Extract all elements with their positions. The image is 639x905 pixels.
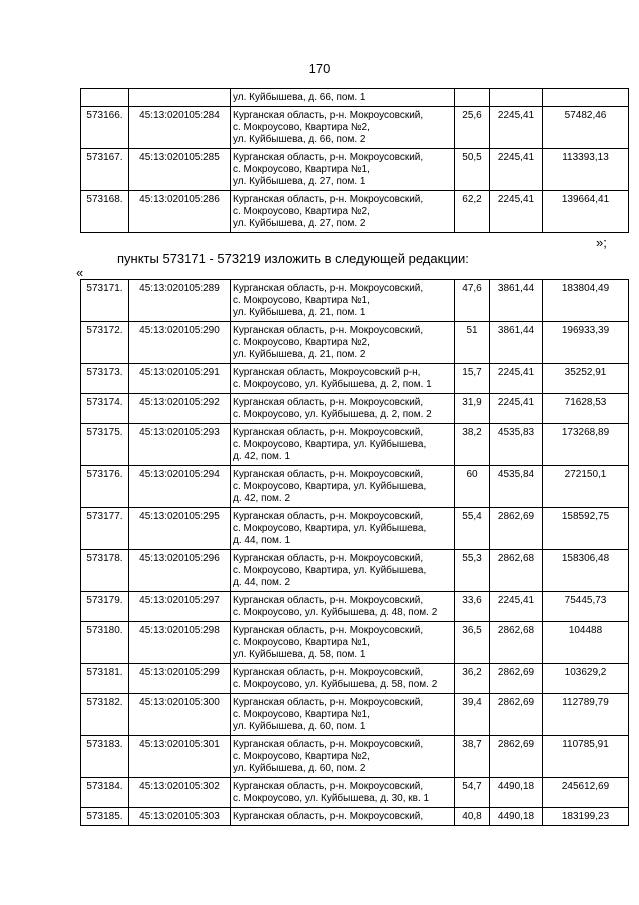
address-line: ул. Куйбышева, д. 66, пом. 2 [233, 134, 366, 145]
address-line: Курганская область, р-н. Мокроусовский, [233, 553, 424, 564]
address-cell [231, 149, 455, 191]
item-number-cell: 573178. [81, 550, 129, 592]
item-number-cell: 573166. [81, 107, 129, 149]
item-number-cell: 573167. [81, 149, 129, 191]
unit-price-cell: 3861,44 [490, 280, 543, 322]
table-row [81, 508, 629, 550]
address-cell [231, 466, 455, 508]
cadastral-number-cell: 45:13:020105:284 [129, 107, 231, 149]
address-line: Курганская область, р-н. Мокроусовский, [233, 110, 424, 121]
table-row [81, 592, 629, 622]
address-cell [231, 394, 455, 424]
unit-price-cell: 2862,69 [490, 694, 543, 736]
item-number-cell: 573185. [81, 808, 129, 826]
address-line: ул. Куйбышева, д. 21, пом. 1 [233, 307, 366, 318]
address-line: с. Мокроусово, Квартира, ул. Куйбышева, [233, 439, 427, 450]
area-cell: 33,6 [455, 592, 490, 622]
unit-price-cell: 4535,84 [490, 466, 543, 508]
area-cell: 39,4 [455, 694, 490, 736]
amendment-instruction: пункты 573171 - 573219 изложить в следующей редакции: [117, 251, 469, 266]
address-line: с. Мокроусово, Квартира №2, [233, 751, 370, 762]
address-line: Курганская область, р-н. Мокроусовский, [233, 397, 424, 408]
area-cell: 31,9 [455, 394, 490, 424]
total-value-cell [543, 89, 629, 107]
address-line: с. Мокроусово, Квартира, ул. Куйбышева, [233, 523, 427, 534]
address-line: д. 42, пом. 1 [233, 451, 291, 462]
cadastral-number-cell: 45:13:020105:286 [129, 191, 231, 233]
item-number-cell: 573184. [81, 778, 129, 808]
total-value-cell: 57482,46 [543, 107, 629, 149]
address-line: ул. Куйбышева, д. 27, пом. 1 [233, 176, 366, 187]
area-cell: 51 [455, 322, 490, 364]
area-cell [455, 89, 490, 107]
cadastral-number-cell: 45:13:020105:301 [129, 736, 231, 778]
area-cell: 55,3 [455, 550, 490, 592]
address-line: ул. Куйбышева, д. 58, пом. 1 [233, 649, 366, 660]
address-cell [231, 694, 455, 736]
address-line: Курганская область, р-н. Мокроусовский, [233, 511, 424, 522]
cadastral-number-cell: 45:13:020105:290 [129, 322, 231, 364]
table-row [81, 808, 629, 826]
address-cell [231, 191, 455, 233]
table-row [81, 280, 629, 322]
unit-price-cell: 2862,69 [490, 664, 543, 694]
table-row [81, 149, 629, 191]
cadastral-number-cell: 45:13:020105:296 [129, 550, 231, 592]
total-value-cell: 71628,53 [543, 394, 629, 424]
cadastral-number-cell: 45:13:020105:294 [129, 466, 231, 508]
total-value-cell: 35252,91 [543, 364, 629, 394]
address-line: с. Мокроусово, ул. Куйбышева, д. 48, пом. 2 [233, 607, 438, 618]
item-number-cell: 573177. [81, 508, 129, 550]
address-line: ул. Куйбышева, д. 66, пом. 1 [233, 92, 366, 103]
area-cell: 50,5 [455, 149, 490, 191]
address-line: д. 44, пом. 2 [233, 577, 291, 588]
total-value-cell: 103629,2 [543, 664, 629, 694]
table-row [81, 664, 629, 694]
address-cell [231, 550, 455, 592]
address-line: с. Мокроусово, Квартира, ул. Куйбышева, [233, 481, 427, 492]
table-row [81, 394, 629, 424]
unit-price-cell: 4490,18 [490, 778, 543, 808]
area-cell: 55,4 [455, 508, 490, 550]
address-line: Курганская область, р-н. Мокроусовский, [233, 152, 424, 163]
address-cell [231, 280, 455, 322]
unit-price-cell: 4490,18 [490, 808, 543, 826]
table-row [81, 191, 629, 233]
address-line: с. Мокроусово, Квартира №1, [233, 637, 370, 648]
address-cell [231, 736, 455, 778]
address-line: с. Мокроусово, Квартира №1, [233, 709, 370, 720]
address-cell [231, 322, 455, 364]
table-row [81, 89, 629, 107]
total-value-cell: 139664,41 [543, 191, 629, 233]
address-line: с. Мокроусово, Квартира №1, [233, 295, 370, 306]
opening-quote-mark: « [76, 265, 84, 280]
table-row [81, 778, 629, 808]
unit-price-cell: 2245,41 [490, 394, 543, 424]
address-line: Курганская область, р-н. Мокроусовский, [233, 811, 424, 822]
address-cell [231, 592, 455, 622]
cadastral-number-cell: 45:13:020105:303 [129, 808, 231, 826]
total-value-cell: 104488 [543, 622, 629, 664]
cadastral-number-cell: 45:13:020105:300 [129, 694, 231, 736]
address-cell [231, 622, 455, 664]
unit-price-cell: 4535,83 [490, 424, 543, 466]
table-row [81, 107, 629, 149]
address-line: Курганская область, р-н. Мокроусовский, [233, 595, 424, 606]
total-value-cell: 158306,48 [543, 550, 629, 592]
area-cell: 25,6 [455, 107, 490, 149]
total-value-cell: 158592,75 [543, 508, 629, 550]
address-cell [231, 364, 455, 394]
address-line: Курганская область, р-н. Мокроусовский, [233, 697, 424, 708]
cadastral-number-cell: 45:13:020105:292 [129, 394, 231, 424]
address-line: Курганская область, р-н. Мокроусовский, [233, 427, 424, 438]
address-line: с. Мокроусово, ул. Куйбышева, д. 58, пом. 2 [233, 679, 438, 690]
address-line: ул. Куйбышева, д. 60, пом. 2 [233, 763, 366, 774]
area-cell: 54,7 [455, 778, 490, 808]
page-number: 170 [308, 61, 331, 76]
item-number-cell: 573176. [81, 466, 129, 508]
property-table-top [80, 88, 629, 233]
table-row [81, 322, 629, 364]
unit-price-cell: 2862,69 [490, 508, 543, 550]
cadastral-number-cell: 45:13:020105:293 [129, 424, 231, 466]
address-line: с. Мокроусово, ул. Куйбышева, д. 2, пом. 2 [233, 409, 432, 420]
area-cell: 36,5 [455, 622, 490, 664]
cadastral-number-cell: 45:13:020105:298 [129, 622, 231, 664]
cadastral-number-cell: 45:13:020105:297 [129, 592, 231, 622]
address-line: Курганская область, р-н. Мокроусовский, [233, 667, 424, 678]
table-row [81, 550, 629, 592]
item-number-cell: 573168. [81, 191, 129, 233]
address-line: с. Мокроусово, Квартира №2, [233, 206, 370, 217]
address-line: Курганская область, р-н. Мокроусовский, [233, 469, 424, 480]
address-line: с. Мокроусово, Квартира, ул. Куйбышева, [233, 565, 427, 576]
address-cell [231, 808, 455, 826]
address-line: Курганская область, Мокроусовский р-н, [233, 367, 421, 378]
unit-price-cell: 3861,44 [490, 322, 543, 364]
address-line: Курганская область, р-н. Мокроусовский, [233, 625, 424, 636]
cadastral-number-cell: 45:13:020105:289 [129, 280, 231, 322]
address-line: ул. Куйбышева, д. 27, пом. 2 [233, 218, 366, 229]
item-number-cell: 573180. [81, 622, 129, 664]
area-cell: 15,7 [455, 364, 490, 394]
total-value-cell: 173268,89 [543, 424, 629, 466]
address-cell [231, 89, 455, 107]
unit-price-cell [490, 89, 543, 107]
address-line: Курганская область, р-н. Мокроусовский, [233, 283, 424, 294]
total-value-cell: 245612,69 [543, 778, 629, 808]
total-value-cell: 75445,73 [543, 592, 629, 622]
address-line: с. Мокроусово, Квартира №1, [233, 164, 370, 175]
total-value-cell: 183199,23 [543, 808, 629, 826]
item-number-cell: 573179. [81, 592, 129, 622]
total-value-cell: 196933,39 [543, 322, 629, 364]
unit-price-cell: 2245,41 [490, 191, 543, 233]
unit-price-cell: 2245,41 [490, 107, 543, 149]
address-cell [231, 508, 455, 550]
unit-price-cell: 2245,41 [490, 149, 543, 191]
address-line: с. Мокроусово, Квартира №2, [233, 122, 370, 133]
property-table-amended [80, 279, 629, 826]
table-row [81, 622, 629, 664]
unit-price-cell: 2862,68 [490, 550, 543, 592]
address-line: Курганская область, р-н. Мокроусовский, [233, 194, 424, 205]
cadastral-number-cell: 45:13:020105:291 [129, 364, 231, 394]
area-cell: 47,6 [455, 280, 490, 322]
item-number-cell: 573181. [81, 664, 129, 694]
item-number-cell: 573175. [81, 424, 129, 466]
address-line: Курганская область, р-н. Мокроусовский, [233, 781, 424, 792]
table-row [81, 466, 629, 508]
total-value-cell: 110785,91 [543, 736, 629, 778]
address-line: с. Мокроусово, ул. Куйбышева, д. 30, кв. 1 [233, 793, 430, 804]
address-line: с. Мокроусово, Квартира №2, [233, 337, 370, 348]
area-cell: 38,7 [455, 736, 490, 778]
cadastral-number-cell: 45:13:020105:302 [129, 778, 231, 808]
table-row [81, 736, 629, 778]
item-number-cell: 573172. [81, 322, 129, 364]
item-number-cell [81, 89, 129, 107]
cadastral-number-cell [129, 89, 231, 107]
table-row [81, 694, 629, 736]
cadastral-number-cell: 45:13:020105:285 [129, 149, 231, 191]
unit-price-cell: 2245,41 [490, 592, 543, 622]
area-cell: 38,2 [455, 424, 490, 466]
address-line: с. Мокроусово, ул. Куйбышева, д. 2, пом. 1 [233, 379, 432, 390]
address-line: ул. Куйбышева, д. 60, пом. 1 [233, 721, 366, 732]
item-number-cell: 573173. [81, 364, 129, 394]
closing-quote-mark: »; [596, 235, 607, 250]
unit-price-cell: 2245,41 [490, 364, 543, 394]
table-row [81, 424, 629, 466]
total-value-cell: 113393,13 [543, 149, 629, 191]
area-cell: 36,2 [455, 664, 490, 694]
unit-price-cell: 2862,69 [490, 736, 543, 778]
table-row [81, 364, 629, 394]
item-number-cell: 573171. [81, 280, 129, 322]
cadastral-number-cell: 45:13:020105:295 [129, 508, 231, 550]
address-line: Курганская область, р-н. Мокроусовский, [233, 739, 424, 750]
item-number-cell: 573183. [81, 736, 129, 778]
address-line: ул. Куйбышева, д. 21, пом. 2 [233, 349, 366, 360]
item-number-cell: 573174. [81, 394, 129, 424]
total-value-cell: 112789,79 [543, 694, 629, 736]
unit-price-cell: 2862,68 [490, 622, 543, 664]
area-cell: 40,8 [455, 808, 490, 826]
total-value-cell: 272150,1 [543, 466, 629, 508]
cadastral-number-cell: 45:13:020105:299 [129, 664, 231, 694]
address-cell [231, 107, 455, 149]
total-value-cell: 183804,49 [543, 280, 629, 322]
address-cell [231, 664, 455, 694]
address-line: д. 42, пом. 2 [233, 493, 291, 504]
address-line: д. 44, пом. 1 [233, 535, 291, 546]
area-cell: 62,2 [455, 191, 490, 233]
address-cell [231, 424, 455, 466]
area-cell: 60 [455, 466, 490, 508]
item-number-cell: 573182. [81, 694, 129, 736]
address-line: Курганская область, р-н. Мокроусовский, [233, 325, 424, 336]
address-cell [231, 778, 455, 808]
